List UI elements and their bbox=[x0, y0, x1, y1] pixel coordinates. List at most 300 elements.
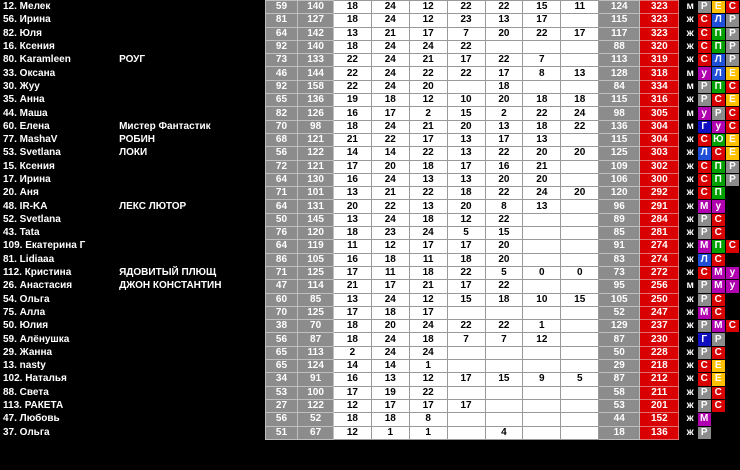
score-a: 34 bbox=[265, 373, 297, 386]
week-score: 13 bbox=[447, 147, 485, 160]
participant-name: 30. Жуу bbox=[3, 80, 40, 92]
week-score: 24 bbox=[561, 107, 599, 120]
hero-name bbox=[119, 306, 265, 319]
participant-name: 44. Маша bbox=[3, 107, 48, 119]
week-score: 20 bbox=[523, 173, 561, 186]
sum-score: 88 bbox=[599, 40, 640, 53]
week-score: 7 bbox=[485, 333, 523, 346]
hero-name bbox=[119, 187, 265, 200]
sum-score: 105 bbox=[599, 293, 640, 306]
hero-name bbox=[119, 399, 265, 412]
team-tag: ж bbox=[683, 373, 697, 386]
table-row bbox=[0, 373, 740, 386]
sum-score: 53 bbox=[599, 399, 640, 412]
week-score: 18 bbox=[371, 94, 409, 107]
total-score: 300 bbox=[640, 173, 679, 186]
score-b: 122 bbox=[298, 399, 334, 412]
week-score: 22 bbox=[447, 67, 485, 80]
score-a: 86 bbox=[265, 253, 297, 266]
participant-name: 13. nasty bbox=[3, 360, 46, 372]
score-b: 133 bbox=[298, 54, 334, 67]
week-score: 5 bbox=[485, 266, 523, 279]
week-score: 13 bbox=[447, 133, 485, 146]
score-a: 81 bbox=[265, 14, 297, 27]
table-row bbox=[0, 240, 740, 253]
team-tag: Е bbox=[725, 133, 739, 146]
team-tag bbox=[725, 360, 739, 373]
week-score: 12 bbox=[371, 240, 409, 253]
week-score: 20 bbox=[561, 147, 599, 160]
participant-name: 37. Ольга bbox=[3, 426, 50, 438]
team-tag: С bbox=[711, 253, 725, 266]
week-score: 22 bbox=[333, 80, 371, 93]
team-tag: С bbox=[697, 40, 711, 53]
team-tag: М bbox=[711, 266, 725, 279]
week-score: 17 bbox=[333, 306, 371, 319]
team-tag: Р bbox=[725, 173, 739, 186]
team-tag: С bbox=[697, 54, 711, 67]
participant-name: 80. Karamleen bbox=[3, 54, 71, 66]
week-score: 1 bbox=[409, 360, 447, 373]
participant-name: 12. Мелек bbox=[3, 1, 51, 13]
week-score: 17 bbox=[409, 27, 447, 40]
total-score: 303 bbox=[640, 147, 679, 160]
team-tag: ж bbox=[683, 293, 697, 306]
participant-name: 50. Юлия bbox=[3, 320, 49, 332]
total-score: 272 bbox=[640, 266, 679, 279]
week-score: 18 bbox=[447, 187, 485, 200]
team-tag: М bbox=[697, 240, 711, 253]
score-b: 125 bbox=[298, 306, 334, 319]
team-tag: Е bbox=[711, 360, 725, 373]
week-score: 21 bbox=[333, 133, 371, 146]
week-score: 18 bbox=[333, 333, 371, 346]
score-b: 120 bbox=[298, 227, 334, 240]
hero-name bbox=[119, 227, 265, 240]
week-score: 24 bbox=[371, 213, 409, 226]
table-row bbox=[0, 346, 740, 359]
participant-name: 33. Оксана bbox=[3, 67, 56, 79]
score-b: 140 bbox=[298, 40, 334, 53]
team-tag: П bbox=[711, 27, 725, 40]
score-b: 114 bbox=[298, 280, 334, 293]
week-score: 18 bbox=[485, 293, 523, 306]
team-tag: С bbox=[697, 27, 711, 40]
week-score: 21 bbox=[333, 280, 371, 293]
team-tag: М bbox=[711, 280, 725, 293]
team-tag: С bbox=[711, 227, 725, 240]
week-score: 24 bbox=[409, 40, 447, 53]
week-score: 20 bbox=[447, 200, 485, 213]
score-a: 65 bbox=[265, 94, 297, 107]
week-score: 17 bbox=[561, 27, 599, 40]
week-score bbox=[485, 413, 523, 426]
week-score: 13 bbox=[333, 213, 371, 226]
week-score: 16 bbox=[333, 253, 371, 266]
team-tag: П bbox=[711, 173, 725, 186]
week-score: 17 bbox=[333, 266, 371, 279]
participant-name: 29. Жанна bbox=[3, 346, 53, 358]
week-score: 19 bbox=[371, 386, 409, 399]
week-score: 20 bbox=[485, 27, 523, 40]
week-score bbox=[485, 346, 523, 359]
week-score: 11 bbox=[333, 240, 371, 253]
week-score: 17 bbox=[371, 399, 409, 412]
week-score: 14 bbox=[371, 360, 409, 373]
hero-name bbox=[119, 160, 265, 173]
team-tag: ж bbox=[683, 94, 697, 107]
table-row bbox=[0, 306, 740, 319]
week-score bbox=[561, 213, 599, 226]
team-tag: у bbox=[711, 200, 725, 213]
team-tag: М bbox=[697, 413, 711, 426]
total-score: 201 bbox=[640, 399, 679, 412]
hero-name bbox=[119, 346, 265, 359]
week-score: 17 bbox=[409, 306, 447, 319]
week-score: 21 bbox=[409, 280, 447, 293]
week-score: 17 bbox=[409, 133, 447, 146]
week-score bbox=[561, 227, 599, 240]
participant-name: 59. Алёнушка bbox=[3, 333, 70, 345]
week-score: 20 bbox=[561, 187, 599, 200]
team-tag: Л bbox=[697, 253, 711, 266]
score-b: 91 bbox=[298, 373, 334, 386]
score-a: 56 bbox=[265, 147, 297, 160]
week-score: 23 bbox=[371, 227, 409, 240]
score-b: 144 bbox=[298, 67, 334, 80]
week-score: 22 bbox=[485, 280, 523, 293]
score-a: 65 bbox=[265, 360, 297, 373]
team-tag: П bbox=[711, 40, 725, 53]
sum-score: 50 bbox=[599, 346, 640, 359]
team-tag: С bbox=[711, 94, 725, 107]
week-score: 20 bbox=[485, 173, 523, 186]
hero-name: РОБИН bbox=[119, 134, 156, 146]
week-score bbox=[561, 253, 599, 266]
week-score: 22 bbox=[333, 54, 371, 67]
team-tag: ж bbox=[683, 54, 697, 67]
team-tag: С bbox=[711, 213, 725, 226]
team-tag: ж bbox=[683, 346, 697, 359]
week-score: 24 bbox=[371, 1, 409, 14]
week-score: 18 bbox=[333, 227, 371, 240]
team-tag: ж bbox=[683, 40, 697, 53]
score-b: 52 bbox=[298, 413, 334, 426]
team-tag: Р bbox=[697, 227, 711, 240]
team-tag: Р bbox=[697, 280, 711, 293]
team-tag: Е bbox=[725, 147, 739, 160]
table-row bbox=[0, 360, 740, 373]
week-score bbox=[523, 280, 561, 293]
week-score: 18 bbox=[333, 413, 371, 426]
total-score: 291 bbox=[640, 200, 679, 213]
team-tag: С bbox=[725, 120, 739, 133]
participant-name: 35. Анна bbox=[3, 94, 45, 106]
total-score: 304 bbox=[640, 133, 679, 146]
week-score: 17 bbox=[371, 107, 409, 120]
sum-score: 136 bbox=[599, 120, 640, 133]
score-b: 145 bbox=[298, 213, 334, 226]
team-tag: С bbox=[711, 386, 725, 399]
team-tag: Р bbox=[725, 27, 739, 40]
week-score: 22 bbox=[561, 120, 599, 133]
week-score: 1 bbox=[371, 426, 409, 439]
week-score: 14 bbox=[333, 360, 371, 373]
week-score bbox=[561, 320, 599, 333]
week-score: 15 bbox=[447, 293, 485, 306]
participant-name: 88. Света bbox=[3, 386, 49, 398]
week-score: 22 bbox=[485, 320, 523, 333]
team-tag: Р bbox=[711, 333, 725, 346]
table-row bbox=[0, 227, 740, 240]
hero-name: РОУГ bbox=[119, 54, 146, 66]
score-b: 140 bbox=[298, 1, 334, 14]
participant-name: 52. Svetlana bbox=[3, 213, 61, 225]
week-score: 22 bbox=[485, 1, 523, 14]
team-tag: Р bbox=[697, 213, 711, 226]
week-score: 22 bbox=[409, 386, 447, 399]
week-score: 19 bbox=[333, 94, 371, 107]
team-tag bbox=[725, 373, 739, 386]
participant-name: 82. Юля bbox=[3, 27, 42, 39]
team-tag: С bbox=[725, 1, 739, 14]
total-score: 230 bbox=[640, 333, 679, 346]
team-tag: П bbox=[711, 187, 725, 200]
score-a: 64 bbox=[265, 27, 297, 40]
score-a: 27 bbox=[265, 399, 297, 412]
sum-score: 29 bbox=[599, 360, 640, 373]
week-score: 10 bbox=[447, 94, 485, 107]
week-score bbox=[523, 360, 561, 373]
total-score: 284 bbox=[640, 213, 679, 226]
week-score: 22 bbox=[447, 320, 485, 333]
hero-name bbox=[119, 67, 265, 80]
week-score: 18 bbox=[371, 413, 409, 426]
week-score: 17 bbox=[447, 373, 485, 386]
table-row bbox=[0, 413, 740, 426]
score-b: 158 bbox=[298, 80, 334, 93]
table-row bbox=[0, 213, 740, 226]
week-score: 24 bbox=[409, 227, 447, 240]
week-score: 2 bbox=[333, 346, 371, 359]
participant-name: 43. Tata bbox=[3, 227, 40, 239]
week-score: 17 bbox=[447, 160, 485, 173]
week-score: 22 bbox=[333, 67, 371, 80]
week-score: 11 bbox=[371, 266, 409, 279]
week-score: 18 bbox=[447, 253, 485, 266]
team-tag: Р bbox=[697, 346, 711, 359]
hero-name bbox=[119, 360, 265, 373]
week-score: 13 bbox=[523, 133, 561, 146]
week-score bbox=[561, 80, 599, 93]
table-row bbox=[0, 399, 740, 412]
week-score: 20 bbox=[447, 120, 485, 133]
sum-score: 117 bbox=[599, 27, 640, 40]
sum-score: 84 bbox=[599, 80, 640, 93]
score-b: 136 bbox=[298, 94, 334, 107]
participant-name: 16. Ксения bbox=[3, 41, 55, 53]
week-score: 22 bbox=[485, 147, 523, 160]
table-row bbox=[0, 333, 740, 346]
total-score: 247 bbox=[640, 306, 679, 319]
team-tag bbox=[725, 306, 739, 319]
hero-name: Мистер Фантастик bbox=[119, 120, 211, 132]
hero-name bbox=[119, 173, 265, 186]
team-tag: м bbox=[683, 107, 697, 120]
team-tag: П bbox=[711, 80, 725, 93]
team-tag: С bbox=[697, 14, 711, 27]
week-score: 2 bbox=[409, 107, 447, 120]
week-score: 8 bbox=[409, 413, 447, 426]
week-score bbox=[561, 333, 599, 346]
week-score: 15 bbox=[447, 107, 485, 120]
week-score: 24 bbox=[371, 333, 409, 346]
team-tag bbox=[725, 333, 739, 346]
week-score: 14 bbox=[333, 147, 371, 160]
team-tag: С bbox=[697, 187, 711, 200]
week-score: 12 bbox=[409, 94, 447, 107]
table-row bbox=[0, 67, 740, 80]
total-score: 316 bbox=[640, 94, 679, 107]
week-score: 17 bbox=[333, 160, 371, 173]
total-score: 281 bbox=[640, 227, 679, 240]
week-score: 22 bbox=[409, 67, 447, 80]
sum-score: 115 bbox=[599, 14, 640, 27]
week-score: 18 bbox=[561, 94, 599, 107]
total-score: 304 bbox=[640, 120, 679, 133]
score-a: 72 bbox=[265, 160, 297, 173]
total-score: 274 bbox=[640, 253, 679, 266]
sum-score: 125 bbox=[599, 147, 640, 160]
team-tag: С bbox=[711, 399, 725, 412]
week-score: 15 bbox=[485, 373, 523, 386]
participant-name: 47. Любовь bbox=[3, 413, 60, 425]
week-score bbox=[447, 80, 485, 93]
week-score: 22 bbox=[447, 266, 485, 279]
participant-name: 113. РАКЕТА bbox=[3, 400, 64, 412]
team-tag: Е bbox=[725, 67, 739, 80]
table-row bbox=[0, 253, 740, 266]
team-tag: ж bbox=[683, 253, 697, 266]
team-tag: ж bbox=[683, 213, 697, 226]
week-score bbox=[485, 386, 523, 399]
total-score: 302 bbox=[640, 160, 679, 173]
week-score: 15 bbox=[561, 293, 599, 306]
team-tag bbox=[725, 200, 739, 213]
total-score: 318 bbox=[640, 67, 679, 80]
total-score: 152 bbox=[640, 413, 679, 426]
week-score: 11 bbox=[561, 1, 599, 14]
hero-name bbox=[119, 27, 265, 40]
table-row bbox=[0, 120, 740, 133]
week-score: 24 bbox=[371, 346, 409, 359]
score-a: 53 bbox=[265, 386, 297, 399]
hero-name bbox=[119, 253, 265, 266]
table-row bbox=[0, 426, 740, 439]
team-tag: ж bbox=[683, 27, 697, 40]
week-score bbox=[561, 306, 599, 319]
team-tag: Р bbox=[697, 94, 711, 107]
participant-name: 17. Ирина bbox=[3, 174, 51, 185]
week-score: 13 bbox=[333, 27, 371, 40]
week-score bbox=[523, 240, 561, 253]
week-score: 18 bbox=[333, 1, 371, 14]
participant-name: 109. Екатерина Г bbox=[3, 240, 86, 252]
week-score bbox=[523, 346, 561, 359]
participant-name: 56. Ирина bbox=[3, 14, 51, 26]
total-score: 305 bbox=[640, 107, 679, 120]
week-score: 20 bbox=[371, 160, 409, 173]
total-score: 228 bbox=[640, 346, 679, 359]
week-score bbox=[561, 280, 599, 293]
week-score: 22 bbox=[485, 54, 523, 67]
week-score: 12 bbox=[409, 1, 447, 14]
score-a: 60 bbox=[265, 293, 297, 306]
team-tag: Е bbox=[725, 94, 739, 107]
score-a: 82 bbox=[265, 107, 297, 120]
week-score bbox=[523, 426, 561, 439]
week-score: 17 bbox=[485, 133, 523, 146]
team-tag: Р bbox=[725, 54, 739, 67]
total-score: 250 bbox=[640, 293, 679, 306]
team-tag: ж bbox=[683, 147, 697, 160]
week-score bbox=[523, 386, 561, 399]
week-score: 22 bbox=[523, 107, 561, 120]
week-score: 24 bbox=[371, 14, 409, 27]
participant-name: 112. Кристина bbox=[3, 267, 72, 279]
participant-name: 26. Анастасия bbox=[3, 280, 73, 292]
score-b: 105 bbox=[298, 253, 334, 266]
week-score bbox=[561, 133, 599, 146]
team-tag: м bbox=[683, 80, 697, 93]
team-tag: Л bbox=[711, 54, 725, 67]
week-score: 17 bbox=[523, 14, 561, 27]
team-tag: С bbox=[711, 306, 725, 319]
week-score: 20 bbox=[485, 240, 523, 253]
total-score: 320 bbox=[640, 40, 679, 53]
hero-name bbox=[119, 426, 265, 439]
team-tag: С bbox=[711, 147, 725, 160]
week-score: 17 bbox=[333, 386, 371, 399]
team-tag: Г bbox=[697, 333, 711, 346]
team-tag: ж bbox=[683, 173, 697, 186]
hero-name bbox=[119, 333, 265, 346]
week-score: 10 bbox=[523, 293, 561, 306]
hero-name bbox=[119, 94, 265, 107]
week-score bbox=[561, 200, 599, 213]
week-score bbox=[523, 213, 561, 226]
score-b: 122 bbox=[298, 147, 334, 160]
week-score: 4 bbox=[485, 426, 523, 439]
week-score: 13 bbox=[371, 373, 409, 386]
team-tag: у bbox=[697, 107, 711, 120]
score-b: 113 bbox=[298, 346, 334, 359]
week-score: 13 bbox=[333, 293, 371, 306]
team-tag: м bbox=[683, 120, 697, 133]
total-score: 323 bbox=[640, 1, 679, 14]
team-tag bbox=[725, 213, 739, 226]
week-score bbox=[561, 54, 599, 67]
week-score: 21 bbox=[409, 54, 447, 67]
week-score: 2 bbox=[485, 107, 523, 120]
week-score: 17 bbox=[447, 240, 485, 253]
score-a: 56 bbox=[265, 333, 297, 346]
team-tag: Л bbox=[711, 14, 725, 27]
hero-name bbox=[119, 386, 265, 399]
total-score: 334 bbox=[640, 80, 679, 93]
sum-score: 115 bbox=[599, 133, 640, 146]
week-score: 15 bbox=[523, 1, 561, 14]
